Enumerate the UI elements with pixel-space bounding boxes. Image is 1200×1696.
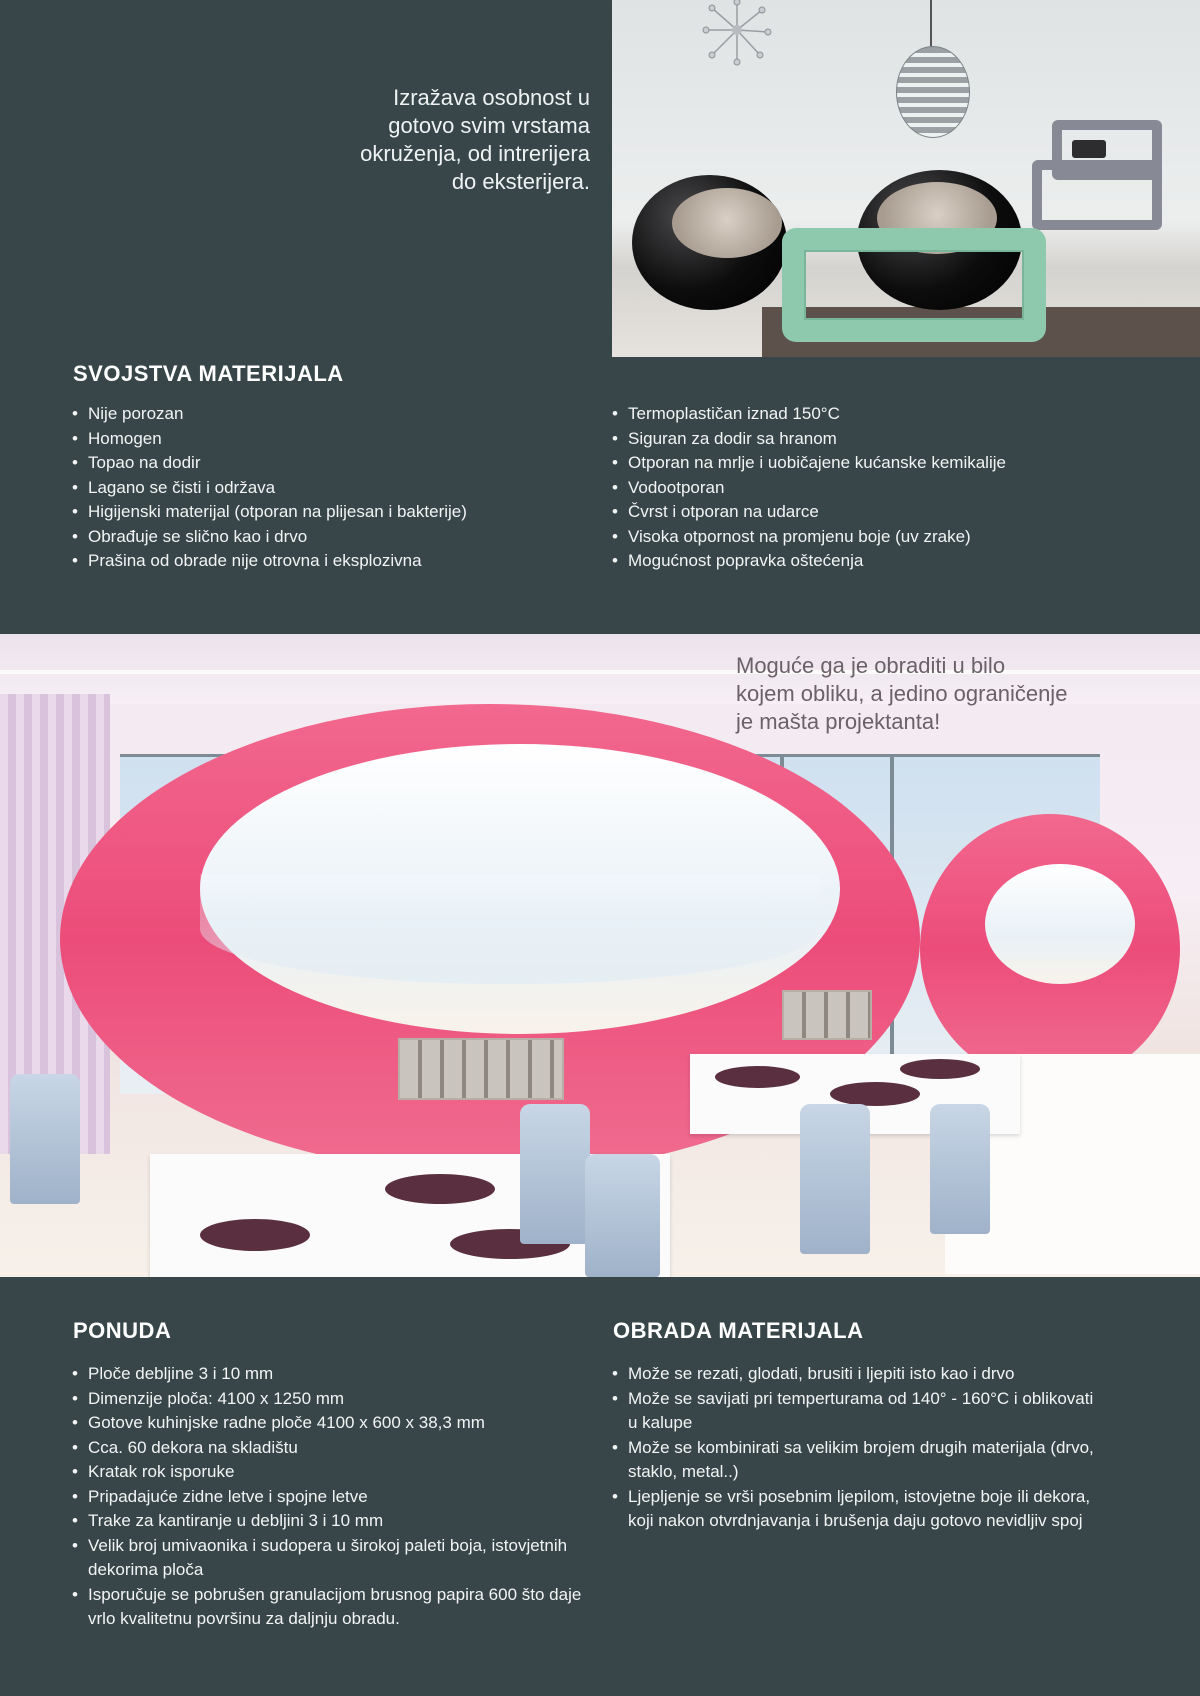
sunburst-lamp-image <box>702 0 772 70</box>
slogan-text <box>736 652 1156 736</box>
list-item: • Pripadajuće zidne letve i spojne letve <box>68 1485 588 1510</box>
list-item: • Visoka otpornost na promjenu boje (uv zrake) <box>608 525 1006 550</box>
list-item: • Ljepljenje se vrši posebnim ljepilom, istovjetne boje ili dekora, koji nakon otvrdnjavanja i brušenja daju gotovo nevidljiv spoj <box>608 1485 1098 1534</box>
list-item: • Termoplastičan iznad 150°C <box>608 402 1006 427</box>
list-item: • Obrađuje se slično kao i drvo <box>68 525 467 550</box>
list-item: • Trake za kantiranje u debljini 3 i 10 mm <box>68 1509 588 1534</box>
slogan-line: kojem obliku, a jedino ograničenje <box>736 681 1068 706</box>
slogan-line: je mašta projektanta! <box>736 709 941 734</box>
intro-line: Izražava osobnost u <box>393 85 590 110</box>
slogan-line: Moguće ga je obraditi u bilo <box>736 653 1006 678</box>
properties-list-left <box>68 402 467 574</box>
processing-list <box>608 1362 1098 1534</box>
list-item: • Siguran za dodir sa hranom <box>608 427 1006 452</box>
list-item: • Otporan na mrlje i uobičajene kućanske kemikalije <box>608 451 1006 476</box>
list-item: • Može se kombinirati sa velikim brojem drugih materijala (drvo, staklo, metal..) <box>608 1436 1098 1485</box>
list-item: • Mogućnost popravka oštećenja <box>608 549 1006 574</box>
list-item: • Nije porozan <box>68 402 467 427</box>
interior-chairs-photo <box>612 0 1200 357</box>
list-item: • Higijenski materijal (otporan na plijesan i bakterije) <box>68 500 467 525</box>
green-table-image <box>782 228 1046 342</box>
processing-heading: OBRADA MATERIJALA <box>613 1318 864 1343</box>
list-item: • Isporučuje se pobrušen granulacijom brusnog papira 600 što daje vrlo kvalitetnu površinu za daljnju obradu. <box>68 1583 588 1632</box>
list-item: • Može se rezati, glodati, brusiti i ljepiti isto kao i drvo <box>608 1362 1098 1387</box>
list-item: • Topao na dodir <box>68 451 467 476</box>
properties-list-right <box>608 402 1006 574</box>
list-item: • Kratak rok isporuke <box>68 1460 588 1485</box>
list-item: • Može se savijati pri temperturama od 140° - 160°C i oblikovati u kalupe <box>608 1387 1098 1436</box>
list-item: • Prašina od obrade nije otrovna i eksplozivna <box>68 549 467 574</box>
list-item: • Homogen <box>68 427 467 452</box>
list-item: • Čvrst i otporan na udarce <box>608 500 1006 525</box>
list-item: • Velik broj umivaonika i sudopera u širokoj paleti boja, istovjetnih dekorima ploča <box>68 1534 588 1583</box>
intro-line: do eksterijera. <box>451 169 590 194</box>
intro-line: okruženja, od intrerijera <box>360 141 590 166</box>
storage-niche-image <box>398 1038 564 1100</box>
offer-list <box>68 1362 588 1632</box>
list-item: • Cca. 60 dekora na skladištu <box>68 1436 588 1461</box>
list-item: • Vodootporan <box>608 476 1006 501</box>
list-item: • Lagano se čisti i održava <box>68 476 467 501</box>
offer-heading: PONUDA <box>73 1318 172 1343</box>
intro-text <box>300 84 590 196</box>
list-item: • Gotove kuhinjske radne ploče 4100 x 600 x 38,3 mm <box>68 1411 588 1436</box>
properties-heading: SVOJSTVA MATERIJALA <box>73 361 344 386</box>
list-item: • Dimenzije ploča: 4100 x 1250 mm <box>68 1387 588 1412</box>
intro-line: gotovo svim vrstama <box>388 113 590 138</box>
list-item: • Ploče debljine 3 i 10 mm <box>68 1362 588 1387</box>
pendant-lamp-image <box>896 46 970 138</box>
